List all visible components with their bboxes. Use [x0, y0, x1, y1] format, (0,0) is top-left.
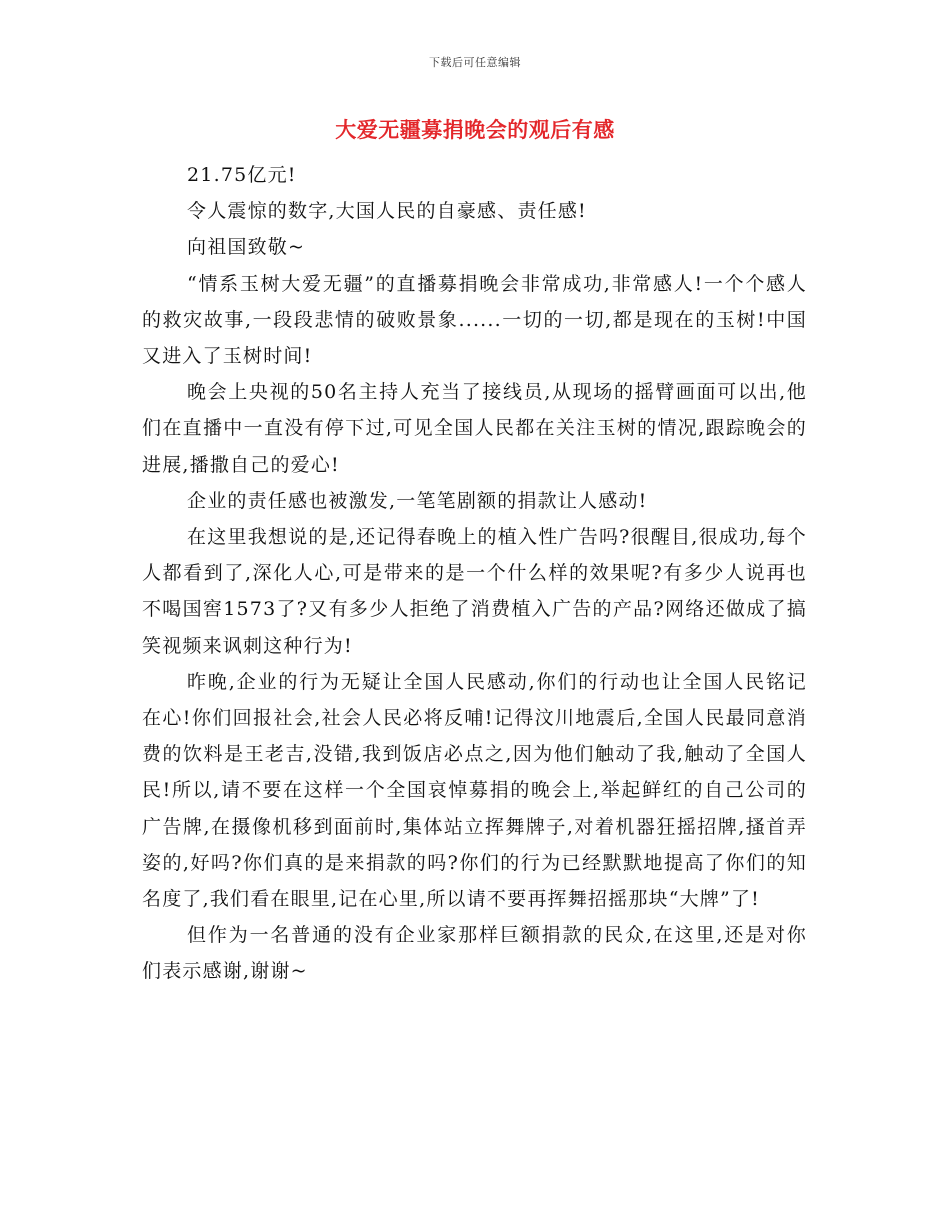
header-note: 下载后可任意编辑 [429, 56, 521, 69]
paragraph-enterprise: 企业的责任感也被激发,一笔笔剧额的捐款让人感动! [187, 489, 648, 512]
document-title: 大爱无疆募捐晚会的观后有感 [335, 118, 615, 142]
paragraph-hosts: 晚会上央视的50名主持人充当了接线员,从现场的摇臂画面可以出,他们在直播中一直没有停下过,可见全国人民都在关注玉树的情况,跟踪晚会的进展,播撒自己的爱心! [142, 381, 807, 476]
paragraph-gala-success: “情系玉树大爱无疆”的直播募捐晚会非常成功,非常感人!一个个感人的救灾故事,一段段悲情的破败景象......一切的一切,都是现在的玉树!中国又进入了玉树时间! [142, 272, 807, 368]
paragraph-ads: 在这里我想说的是,还记得春晚上的植入性广告吗?很醒目,很成功,每个人都看到了,深化人心,可是带来的是一个什么样的效果呢?有多少人说再也不喝国窖1573了?又有多少人拒绝了消费植入广告的产品?网络还做成了搞笑视频来讽刺这种行为! [142, 526, 807, 657]
paragraph-salute: 向祖国致敬~ [187, 236, 306, 259]
paragraph-last-night: 昨晚,企业的行为无疑让全国人民感动,你们的行动也让全国人民铭记在心!你们回报社会,社会人民必将反哺!记得汶川地震后,全国人民最同意消费的饮料是王老吉,没错,我到饭店必点之,因为他们触动了我,触动了全国人民!所以,请不要在这样一个全国哀悼募捐的晚会上,举起鲜红的自己公司的广告牌,在摄像机移到面前时,集体站立挥舞牌子,对着机器狂摇招牌,搔首弄姿的,好吗?你们真的是来捐款的吗?你们的行为已经默默地提高了你们的知名度了,我们看在眼里,记在心里,所以请不要再挥舞招摇那块“大牌”了! [142, 670, 807, 911]
document-body [142, 157, 807, 990]
paragraph-amount: 21.75亿元! [187, 164, 297, 186]
paragraph-thanks: 但作为一名普通的没有企业家那样巨额捐款的民众,在这里,还是对你们表示感谢,谢谢~ [142, 924, 807, 983]
paragraph-pride: 令人震惊的数字,大国人民的自豪感、责任感! [187, 200, 587, 223]
